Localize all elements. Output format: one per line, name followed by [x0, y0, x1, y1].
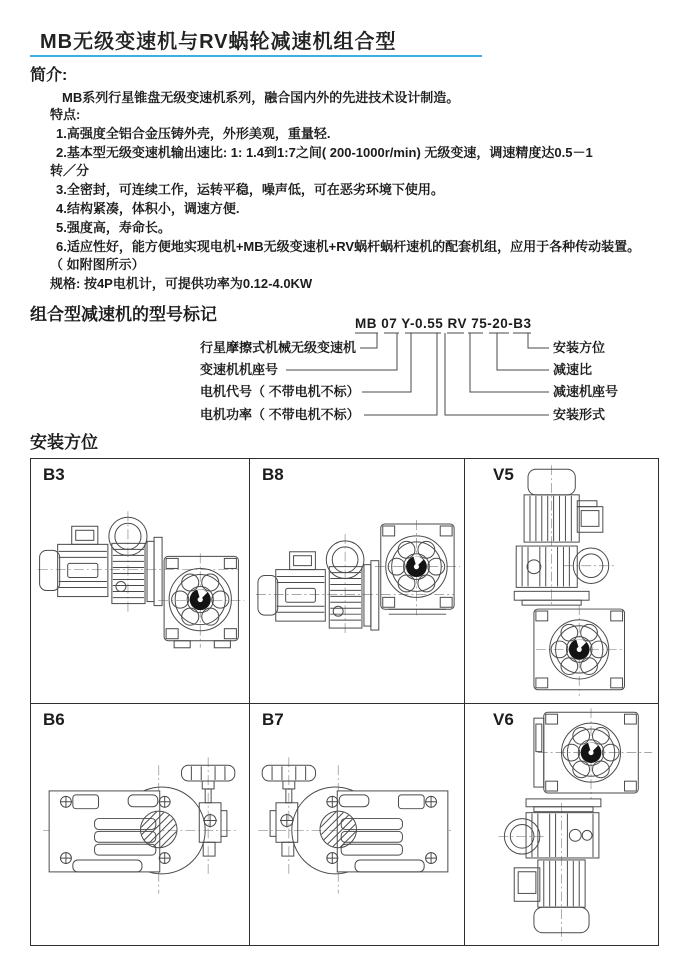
intro-heading: 简介: [30, 67, 68, 84]
model-left-label-2: 电机代号（ 不带电机不标） [200, 384, 360, 399]
mounting-grid [30, 458, 659, 946]
cell-label: B8 [262, 465, 284, 484]
features-heading: 特点: [50, 107, 81, 122]
model-right-label-3: 安装形式 [553, 407, 606, 422]
feature-line: 3.全密封，可连续工作，运转平稳，噪声低，可在恶劣环境下使用。 [56, 182, 444, 198]
feature-line: （ 如附图所示） [50, 257, 145, 273]
mounting-cell-v5 [465, 459, 658, 704]
model-marking-heading: 组合型减速机的型号标记 [30, 305, 217, 324]
mounting-cell-b8 [250, 459, 465, 704]
model-left-label-0: 行星摩擦式机械无级变速机 [200, 340, 357, 355]
b8-drawing [250, 459, 464, 703]
model-marking-diagram [0, 300, 688, 430]
mounting-cell-b6 [31, 704, 250, 945]
v5-drawing [465, 459, 657, 703]
cell-label: V5 [493, 465, 514, 484]
feature-line: 2.基本型无级变速机输出速比: 1: 1.4到1:7之间( 200-1000r/min) 无级变速，调速精度达0.5－1 [56, 144, 593, 160]
cell-label: B7 [262, 710, 284, 729]
page-title: MB无级变速机与RV蜗轮减速机组合型 [40, 31, 397, 53]
b6-drawing [31, 704, 249, 944]
model-right-label-1: 减速比 [553, 362, 593, 377]
feature-line: 5.强度高，寿命长。 [56, 219, 171, 235]
model-left-label-3: 电机功率（ 不带电机不标） [200, 407, 360, 422]
feature-line: 6.适应性好，能方便地实现电机+MB无级变速机+RV蜗杆蜗杆速机的配套机组，应用于各种传动装置。 [56, 238, 641, 254]
model-right-label-2: 减速机座号 [553, 384, 619, 399]
cell-label: B3 [43, 465, 65, 484]
spec-line: 规格: 按4P电机计，可提供功率为0.12-4.0KW [50, 276, 313, 292]
model-code: MB 07 Y-0.55 RV 75-20-B3 [355, 316, 531, 331]
model-right-label-0: 安装方位 [553, 340, 606, 355]
mounting-heading: 安装方位 [30, 433, 98, 452]
intro-lead: MB系列行星锥盘无级变速机系列，融合国内外的先进技术设计制造。 [62, 90, 460, 105]
mounting-cell-b3 [31, 459, 250, 704]
b7-drawing [250, 704, 464, 944]
v6-drawing [465, 704, 657, 944]
model-left-label-1: 变速机机座号 [200, 362, 279, 377]
mounting-cell-b7 [250, 704, 465, 945]
feature-line: 4.结构紧凑，体积小，调速方便. [56, 200, 240, 216]
feature-line: 转／分 [50, 163, 90, 179]
cell-label: V6 [493, 710, 514, 729]
b3-drawing [31, 459, 249, 703]
cell-label: B6 [43, 710, 65, 729]
feature-line: 1.高强度全铝合金压铸外壳，外形美观，重量轻. [56, 125, 331, 141]
features-list [50, 106, 685, 294]
title-accent-rule [30, 55, 482, 57]
mounting-cell-v6 [465, 704, 658, 945]
